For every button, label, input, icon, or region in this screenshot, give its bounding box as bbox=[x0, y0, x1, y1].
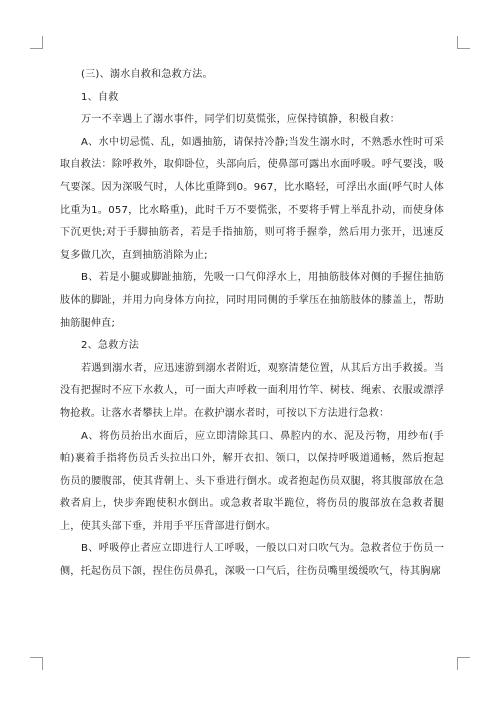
document-body bbox=[60, 64, 444, 584]
subheading-self-rescue: 1、自救 bbox=[81, 91, 119, 103]
crop-mark-top-left bbox=[30, 36, 43, 49]
paragraph-self-rescue-b: B、若是小腿或脚趾抽筋，先吸一口气仰浮水上，用抽筋肢体对侧的手握住抽筋肢体的脚趾，并用力向身体方向拉，同时用同侧的手掌压在抽筋肢体的膝盖上，帮助抽筋腿伸直; bbox=[60, 272, 444, 329]
crop-mark-bottom-right bbox=[457, 657, 470, 670]
paragraph-first-aid-a: A、将伤员抬出水面后，应立即清除其口、鼻腔内的水、泥及污物，用纱布(手帕)裹着手指将伤员舌头拉出口外，解开衣扣、领口，以保持呼吸道通畅，然后抱起伤员的腰腹部，使其背朝上、头下垂进行倒水。或者抱起伤员双腿，将其腹部放在急救者肩上，快步奔跑使积水倒出。或急救者取半跪位，将伤员的腹部放在急救者腿上，使其头部下垂，并用手平压背部进行倒水。 bbox=[60, 430, 444, 532]
crop-mark-top-right bbox=[457, 36, 470, 49]
paragraph-first-aid-intro: 若遇到溺水者，应迅速游到溺水者附近，观察清楚位置，从其后方出手救援。当没有把握时不应下水救人，可一面大声呼救一面利用竹竿、树枝、绳索、衣服或漂浮物抢救。让落水者攀扶上岸。在救护溺水者时，可按以下方法进行急救： bbox=[60, 362, 444, 419]
section-heading: (三)、溺水自救和急救方法。 bbox=[81, 69, 213, 80]
subheading-first-aid: 2、急救方法 bbox=[81, 340, 140, 352]
crop-mark-bottom-left bbox=[30, 657, 43, 670]
paragraph-self-rescue-a: A、水中切忌慌、乱，如遇抽筋，请保持冷静;当发生溺水时，不熟悉水性时可采取自救法：除呼救外，取仰卧位，头部向后，使鼻部可露出水面呼吸。呼气要浅，吸气要深。因为深吸气时，人体比重降到0。967，比水略轻，可浮出水面(呼气时人体比重为1。057，比水略重)，此时千万不要慌张，不要将手臂上举乱扑动，而使身体下沉更快;对于手脚抽筋者，若是手指抽筋，则可将手握拳，然后用力张开，迅速反复多做几次，直到抽筋消除为止; bbox=[60, 136, 444, 261]
paragraph-intro: 万一不幸遇上了溺水事件，同学们切莫慌张，应保持镇静，积极自救： bbox=[81, 114, 401, 126]
paragraph-first-aid-b: B、呼吸停止者应立即进行人工呼吸，一般以口对口吹气为。急救者位于伤员一侧，托起伤员下颌，捏住伤员鼻孔，深吸一口气后，往伤员嘴里缓缓吹气，待其胸廓 bbox=[60, 543, 444, 578]
